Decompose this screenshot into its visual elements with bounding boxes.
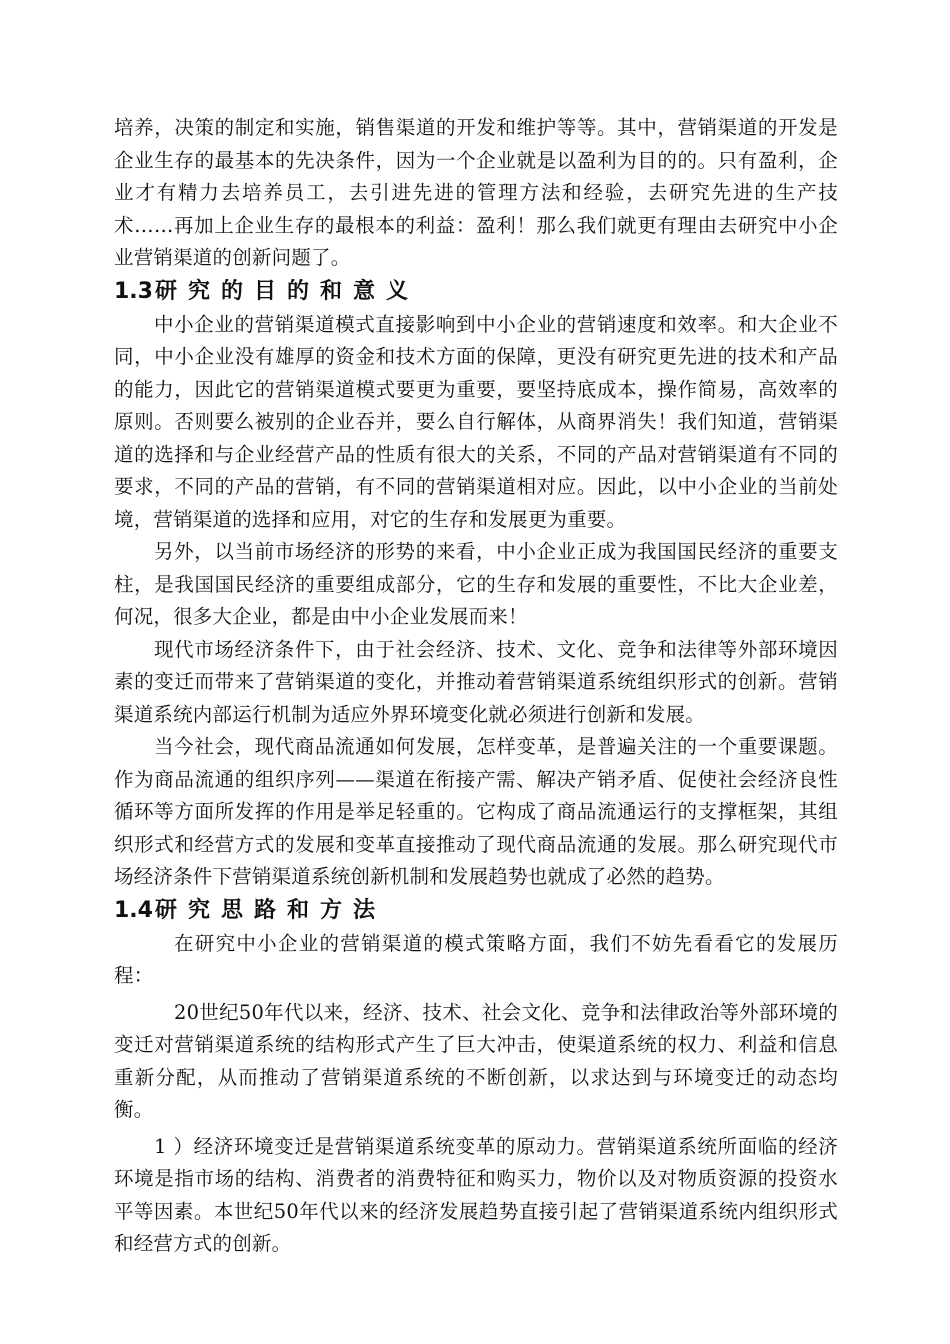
paragraph: 20世纪50年代以来，经济、技术、社会文化、竞争和法律政治等外部环境的变迁对营销渠道系统的结构形式产生了巨大冲击，使渠道系统的权力、利益和信息重新分配，从而推动了营销渠道系统的不断创新，以求达到与环境变迁的动态均衡。 bbox=[114, 1000, 838, 1121]
section-heading-1-3 bbox=[114, 275, 838, 309]
section-title: 研究的目的和意义 bbox=[154, 278, 419, 304]
paragraph: 中小企业的营销渠道模式直接影响到中小企业的营销速度和效率。和大企业不同，中小企业没有雄厚的资金和技术方面的保障，更没有研究更先进的技术和产品的能力，因此它的营销渠道模式要更为重要，要坚持底成本，操作简易，高效率的原则。否则要么被别的企业吞并，要么自行解体，从商界消失！我们知道，营销渠道的选择和与企业经营产品的性质有很大的关系，不同的产品对营销渠道有不同的要求，不同的产品的营销，有不同的营销渠道相对应。因此，以中小企业的当前处境，营销渠道的选择和应用，对它的生存和发展更为重要。 bbox=[114, 312, 838, 531]
paragraph: 当今社会，现代商品流通如何发展，怎样变革，是普遍关注的一个重要课题。作为商品流通的组织序列——渠道在衔接产需、解决产销矛盾、促使社会经济良性循环等方面所发挥的作用是举足轻重的。它构成了商品流通运行的支撑框架，其组织形式和经营方式的发展和变革直接推动了现代商品流通的发展。那么研究现代市场经济条件下营销渠道系统创新机制和发展趋势也就成了必然的趋势。 bbox=[114, 735, 838, 888]
intro-paragraph: 培养，决策的制定和实施，销售渠道的开发和维护等等。其中，营销渠道的开发是企业生存的最基本的先决条件，因为一个企业就是以盈利为目的的。只有盈利，企业才有精力去培养员工，去引进先进的管理方法和经验，去研究先进的生产技术……再加上企业生存的最根本的利益：盈利！那么我们就更有理由去研究中小企业营销渠道的创新问题了。 bbox=[114, 116, 838, 269]
section-number: 1.3 bbox=[114, 278, 153, 304]
paragraph: 另外，以当前市场经济的形势的来看，中小企业正成为我国国民经济的重要支柱，是我国国民经济的重要组成部分，它的生存和发展的重要性，不比大企业差，何况，很多大企业，都是由中小企业发展而来！ bbox=[114, 540, 838, 628]
paragraph: 1 ）经济环境变迁是营销渠道系统变革的原动力。营销渠道系统所面临的经济环境是指市场的结构、消费者的消费特征和购买力，物价以及对物质资源的投资水平等因素。本世纪50年代以来的经济发展趋势直接引起了营销渠道系统内组织形式和经营方式的创新。 bbox=[114, 1134, 838, 1255]
paragraph: 在研究中小企业的营销渠道的模式策略方面，我们不妨先看看它的发展历程： bbox=[114, 931, 838, 987]
section-number: 1.4 bbox=[114, 897, 153, 923]
document-page bbox=[114, 112, 838, 1261]
paragraph: 现代市场经济条件下，由于社会经济、技术、文化、竞争和法律等外部环境因素的变迁而带来了营销渠道的变化，并推动着营销渠道系统组织形式的创新。营销渠道系统内部运行机制为适应外界环境变化就必须进行创新和发展。 bbox=[114, 637, 838, 726]
section-heading-1-4 bbox=[114, 894, 838, 928]
section-title: 研究思路和方法 bbox=[154, 897, 386, 923]
